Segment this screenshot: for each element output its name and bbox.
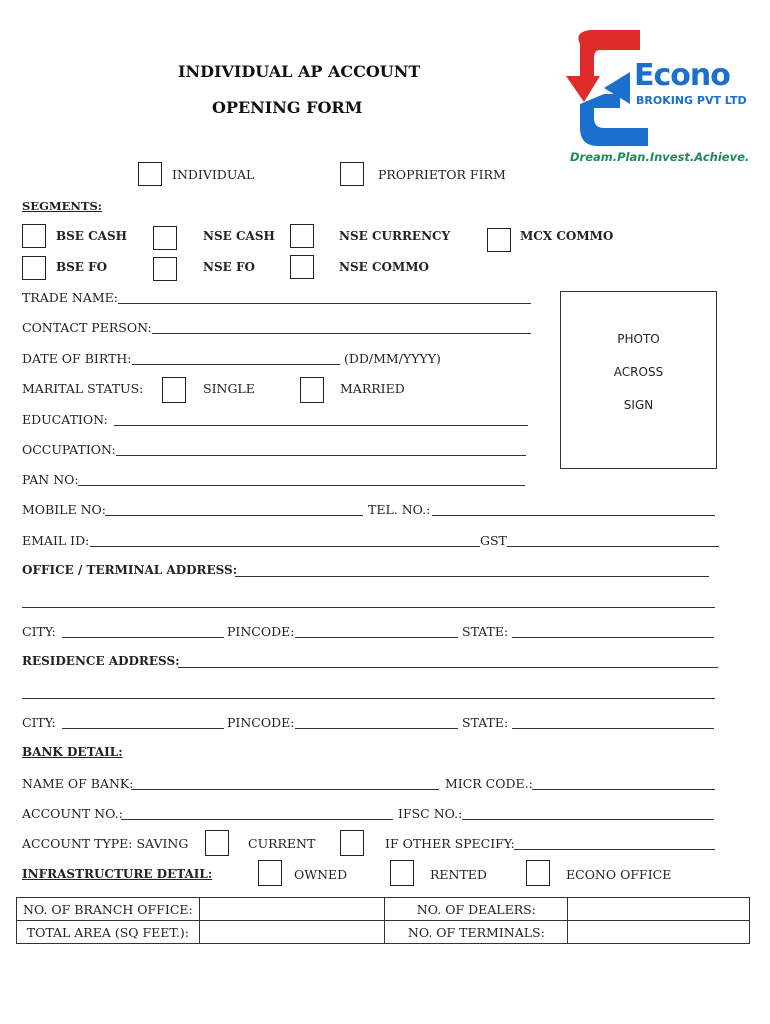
mcx-commo-label: MCX COMMO	[520, 229, 614, 243]
bank-detail-heading: BANK DETAIL:	[22, 745, 123, 759]
gst-field[interactable]	[507, 546, 719, 547]
other-specify-field[interactable]	[514, 849, 715, 850]
residence-address-heading: RESIDENCE ADDRESS:	[22, 654, 180, 668]
bse-fo-checkbox[interactable]	[22, 256, 46, 280]
education-field[interactable]	[114, 425, 528, 426]
across-label: ACROSS	[613, 365, 664, 379]
gst-label: GST	[480, 533, 507, 548]
econo-office-label: ECONO OFFICE	[566, 867, 672, 882]
email-field[interactable]	[90, 546, 480, 547]
bse-cash-label: BSE CASH	[56, 229, 127, 243]
micr-field[interactable]	[532, 789, 715, 790]
branch-office-value[interactable]	[199, 898, 385, 921]
residence-pincode-field[interactable]	[295, 728, 458, 729]
dealers-label: NO. OF DEALERS:	[385, 898, 568, 921]
tel-label: TEL. NO.:	[368, 502, 431, 517]
account-no-label: ACCOUNT NO.:	[22, 806, 123, 821]
bank-name-field[interactable]	[131, 789, 439, 790]
office-city-label: CITY:	[22, 624, 56, 639]
account-no-field[interactable]	[121, 819, 393, 820]
office-address-field-2[interactable]	[22, 607, 715, 608]
ifsc-label: IFSC NO.:	[398, 806, 463, 821]
econo-logo	[560, 24, 750, 174]
current-label: CURRENT	[248, 836, 316, 851]
pan-field[interactable]	[78, 485, 525, 486]
marital-status-label: MARITAL STATUS:	[22, 381, 144, 396]
office-state-field[interactable]	[512, 637, 714, 638]
other-specify-label: IF OTHER SPECIFY:	[385, 836, 515, 851]
rented-label: RENTED	[430, 867, 487, 882]
terminals-value[interactable]	[568, 921, 750, 944]
office-address-field-1[interactable]	[235, 576, 709, 577]
owned-checkbox[interactable]	[258, 860, 282, 886]
logo-subtitle: BROKING PVT LTD	[636, 94, 747, 107]
residence-address-field-1[interactable]	[178, 667, 718, 668]
nse-cash-label: NSE CASH	[203, 229, 275, 243]
tel-field[interactable]	[432, 515, 715, 516]
rented-checkbox[interactable]	[390, 860, 414, 886]
dob-label: DATE OF BIRTH:	[22, 351, 132, 366]
education-label: EDUCATION:	[22, 412, 108, 427]
dob-format: (DD/MM/YYYY)	[344, 351, 441, 366]
micr-label: MICR CODE.:	[445, 776, 533, 791]
branch-office-label: NO. OF BRANCH OFFICE:	[17, 898, 200, 921]
saving-checkbox[interactable]	[205, 830, 229, 856]
residence-city-label: CITY:	[22, 715, 56, 730]
residence-pincode-label: PINCODE:	[227, 715, 295, 730]
nse-commo-checkbox[interactable]	[290, 255, 314, 279]
contact-person-label: CONTACT PERSON:	[22, 320, 152, 335]
nse-currency-checkbox[interactable]	[290, 224, 314, 248]
dob-field[interactable]	[132, 364, 340, 365]
photo-label: PHOTO	[617, 332, 660, 346]
sign-label: SIGN	[623, 398, 654, 412]
office-pincode-field[interactable]	[295, 637, 458, 638]
total-area-value[interactable]	[199, 921, 385, 944]
bank-name-label: NAME OF BANK:	[22, 776, 134, 791]
individual-checkbox[interactable]	[138, 162, 162, 186]
office-state-label: STATE:	[462, 624, 509, 639]
single-checkbox[interactable]	[162, 377, 186, 403]
form-title-line2: OPENING FORM	[212, 98, 363, 117]
table-row	[17, 898, 750, 921]
nse-fo-checkbox[interactable]	[153, 257, 177, 281]
econo-office-checkbox[interactable]	[526, 860, 550, 886]
current-checkbox[interactable]	[340, 830, 364, 856]
mcx-commo-checkbox[interactable]	[487, 228, 511, 252]
infrastructure-heading: INFRASTRUCTURE DETAIL:	[22, 867, 213, 881]
individual-label: INDIVIDUAL	[172, 167, 255, 182]
branch-info-table	[16, 897, 750, 944]
logo-brand: Econo	[634, 58, 730, 93]
office-city-field[interactable]	[62, 637, 224, 638]
account-type-saving-label: ACCOUNT TYPE: SAVING	[22, 836, 189, 851]
contact-person-field[interactable]	[152, 333, 531, 334]
nse-commo-label: NSE COMMO	[339, 260, 429, 274]
married-checkbox[interactable]	[300, 377, 324, 403]
occupation-label: OCCUPATION:	[22, 442, 116, 457]
residence-state-field[interactable]	[512, 728, 714, 729]
trade-name-label: TRADE NAME:	[22, 290, 118, 305]
nse-fo-label: NSE FO	[203, 260, 255, 274]
proprietor-firm-checkbox[interactable]	[340, 162, 364, 186]
married-label: MARRIED	[340, 381, 405, 396]
segments-heading: SEGMENTS:	[22, 199, 103, 213]
office-pincode-label: PINCODE:	[227, 624, 295, 639]
residence-state-label: STATE:	[462, 715, 509, 730]
mobile-field[interactable]	[105, 515, 363, 516]
bse-fo-label: BSE FO	[56, 260, 108, 274]
single-label: SINGLE	[203, 381, 255, 396]
ifsc-field[interactable]	[462, 819, 714, 820]
bse-cash-checkbox[interactable]	[22, 224, 46, 248]
nse-cash-checkbox[interactable]	[153, 226, 177, 250]
email-label: EMAIL ID:	[22, 533, 90, 548]
owned-label: OWNED	[294, 867, 348, 882]
table-row	[17, 921, 750, 944]
residence-address-field-2[interactable]	[22, 698, 715, 699]
photo-box[interactable]	[560, 291, 717, 469]
pan-label: PAN NO:	[22, 472, 79, 487]
form-title-line1: INDIVIDUAL AP ACCOUNT	[178, 62, 421, 81]
terminals-label: NO. OF TERMINALS:	[385, 921, 568, 944]
dealers-value[interactable]	[568, 898, 750, 921]
proprietor-firm-label: PROPRIETOR FIRM	[378, 167, 506, 182]
trade-name-field[interactable]	[118, 303, 531, 304]
mobile-label: MOBILE NO:	[22, 502, 106, 517]
total-area-label: TOTAL AREA (SQ FEET.):	[17, 921, 200, 944]
office-address-heading: OFFICE / TERMINAL ADDRESS:	[22, 563, 238, 577]
residence-city-field[interactable]	[62, 728, 224, 729]
nse-currency-label: NSE CURRENCY	[339, 229, 451, 243]
logo-tagline: Dream.Plan.Invest.Achieve.	[570, 150, 750, 164]
occupation-field[interactable]	[116, 455, 526, 456]
